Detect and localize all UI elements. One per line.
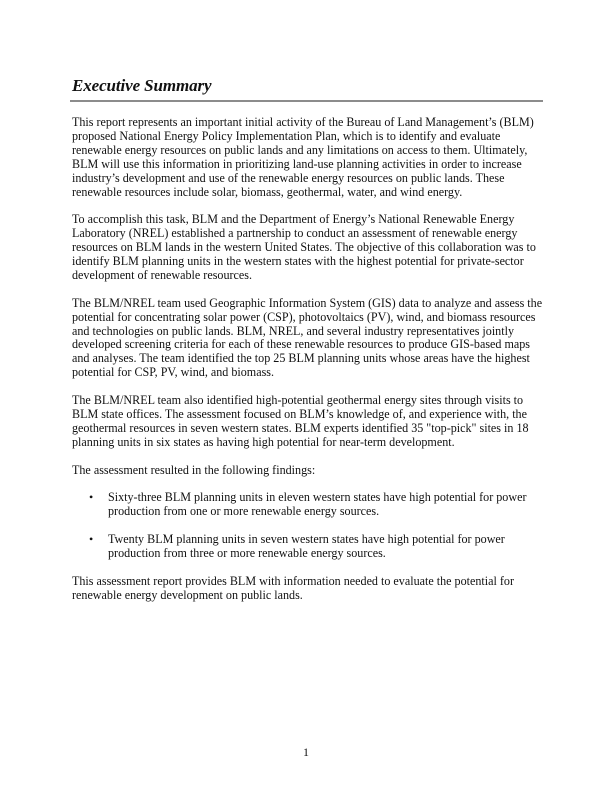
paragraph-geothermal: The BLM/NREL team also identified high-potential geothermal energy sites through visits to BLM state offices. The assessment focused on BLM’s knowledge of, and experience with, the geothermal resources in seven western states. BLM experts identified 35 "top-pick" sites in 18 planning units in six states as having high potential for near-term development. [72, 393, 529, 449]
finding-item [72, 491, 528, 519]
page-title: Executive Summary [72, 76, 212, 95]
bullet-icon: • [89, 490, 94, 505]
document-body [72, 116, 550, 617]
finding-item [72, 533, 528, 561]
page-number: 1 [303, 745, 309, 759]
title-underline-rule [70, 100, 543, 102]
paragraph-findings-intro: The assessment resulted in the following findings: [72, 462, 316, 477]
finding-text: Twenty BLM planning units in seven western states have high potential for power production from three or more renewable energy sources. [108, 532, 505, 560]
paragraph-partnership: To accomplish this task, BLM and the Department of Energy’s National Renewable Energy Laboratory (NREL) established a partnership to conduct an assessment of renewable energy resources on BLM lands in the western United States. The objective of this collaboration was to identify BLM planning units in the western states with the highest potential for private-sector development of renewable resources. [72, 212, 536, 282]
paragraph-gis-analysis: The BLM/NREL team used Geographic Information System (GIS) data to analyze and assess the potential for concentrating solar power (CSP), photovoltaics (PV), wind, and biomass resources and technologies on public lands. BLM, NREL, and several industry representatives jointly developed screening criteria for each of these renewable resources to produce GIS-based maps and analyses. The team identified the top 25 BLM planning units whose areas have the highest potential for CSP, PV, wind, and biomass. [72, 295, 543, 380]
finding-text: Sixty-three BLM planning units in eleven western states have high potential for power production from one or more renewable energy sources. [108, 490, 527, 519]
paragraph-introduction: This report represents an important initial activity of the Bureau of Land Management’s (BLM) proposed National Energy Policy Implementation Plan, which is to identify and evaluate renewable energy resources on public lands and any limitations on access to them. Ultimately, BLM will use this information in prioritizing land-use planning activities in order to increase industry’s development and use of the renewable energy resources on public lands. These renewable resources include solar, biomass, geothermal, water, and wind energy. [72, 115, 534, 199]
bullet-icon: • [89, 532, 94, 547]
findings-list [72, 491, 550, 561]
paragraph-closing: This assessment report provides BLM with information needed to evaluate the potential for renewable energy development on public lands. [72, 573, 514, 602]
